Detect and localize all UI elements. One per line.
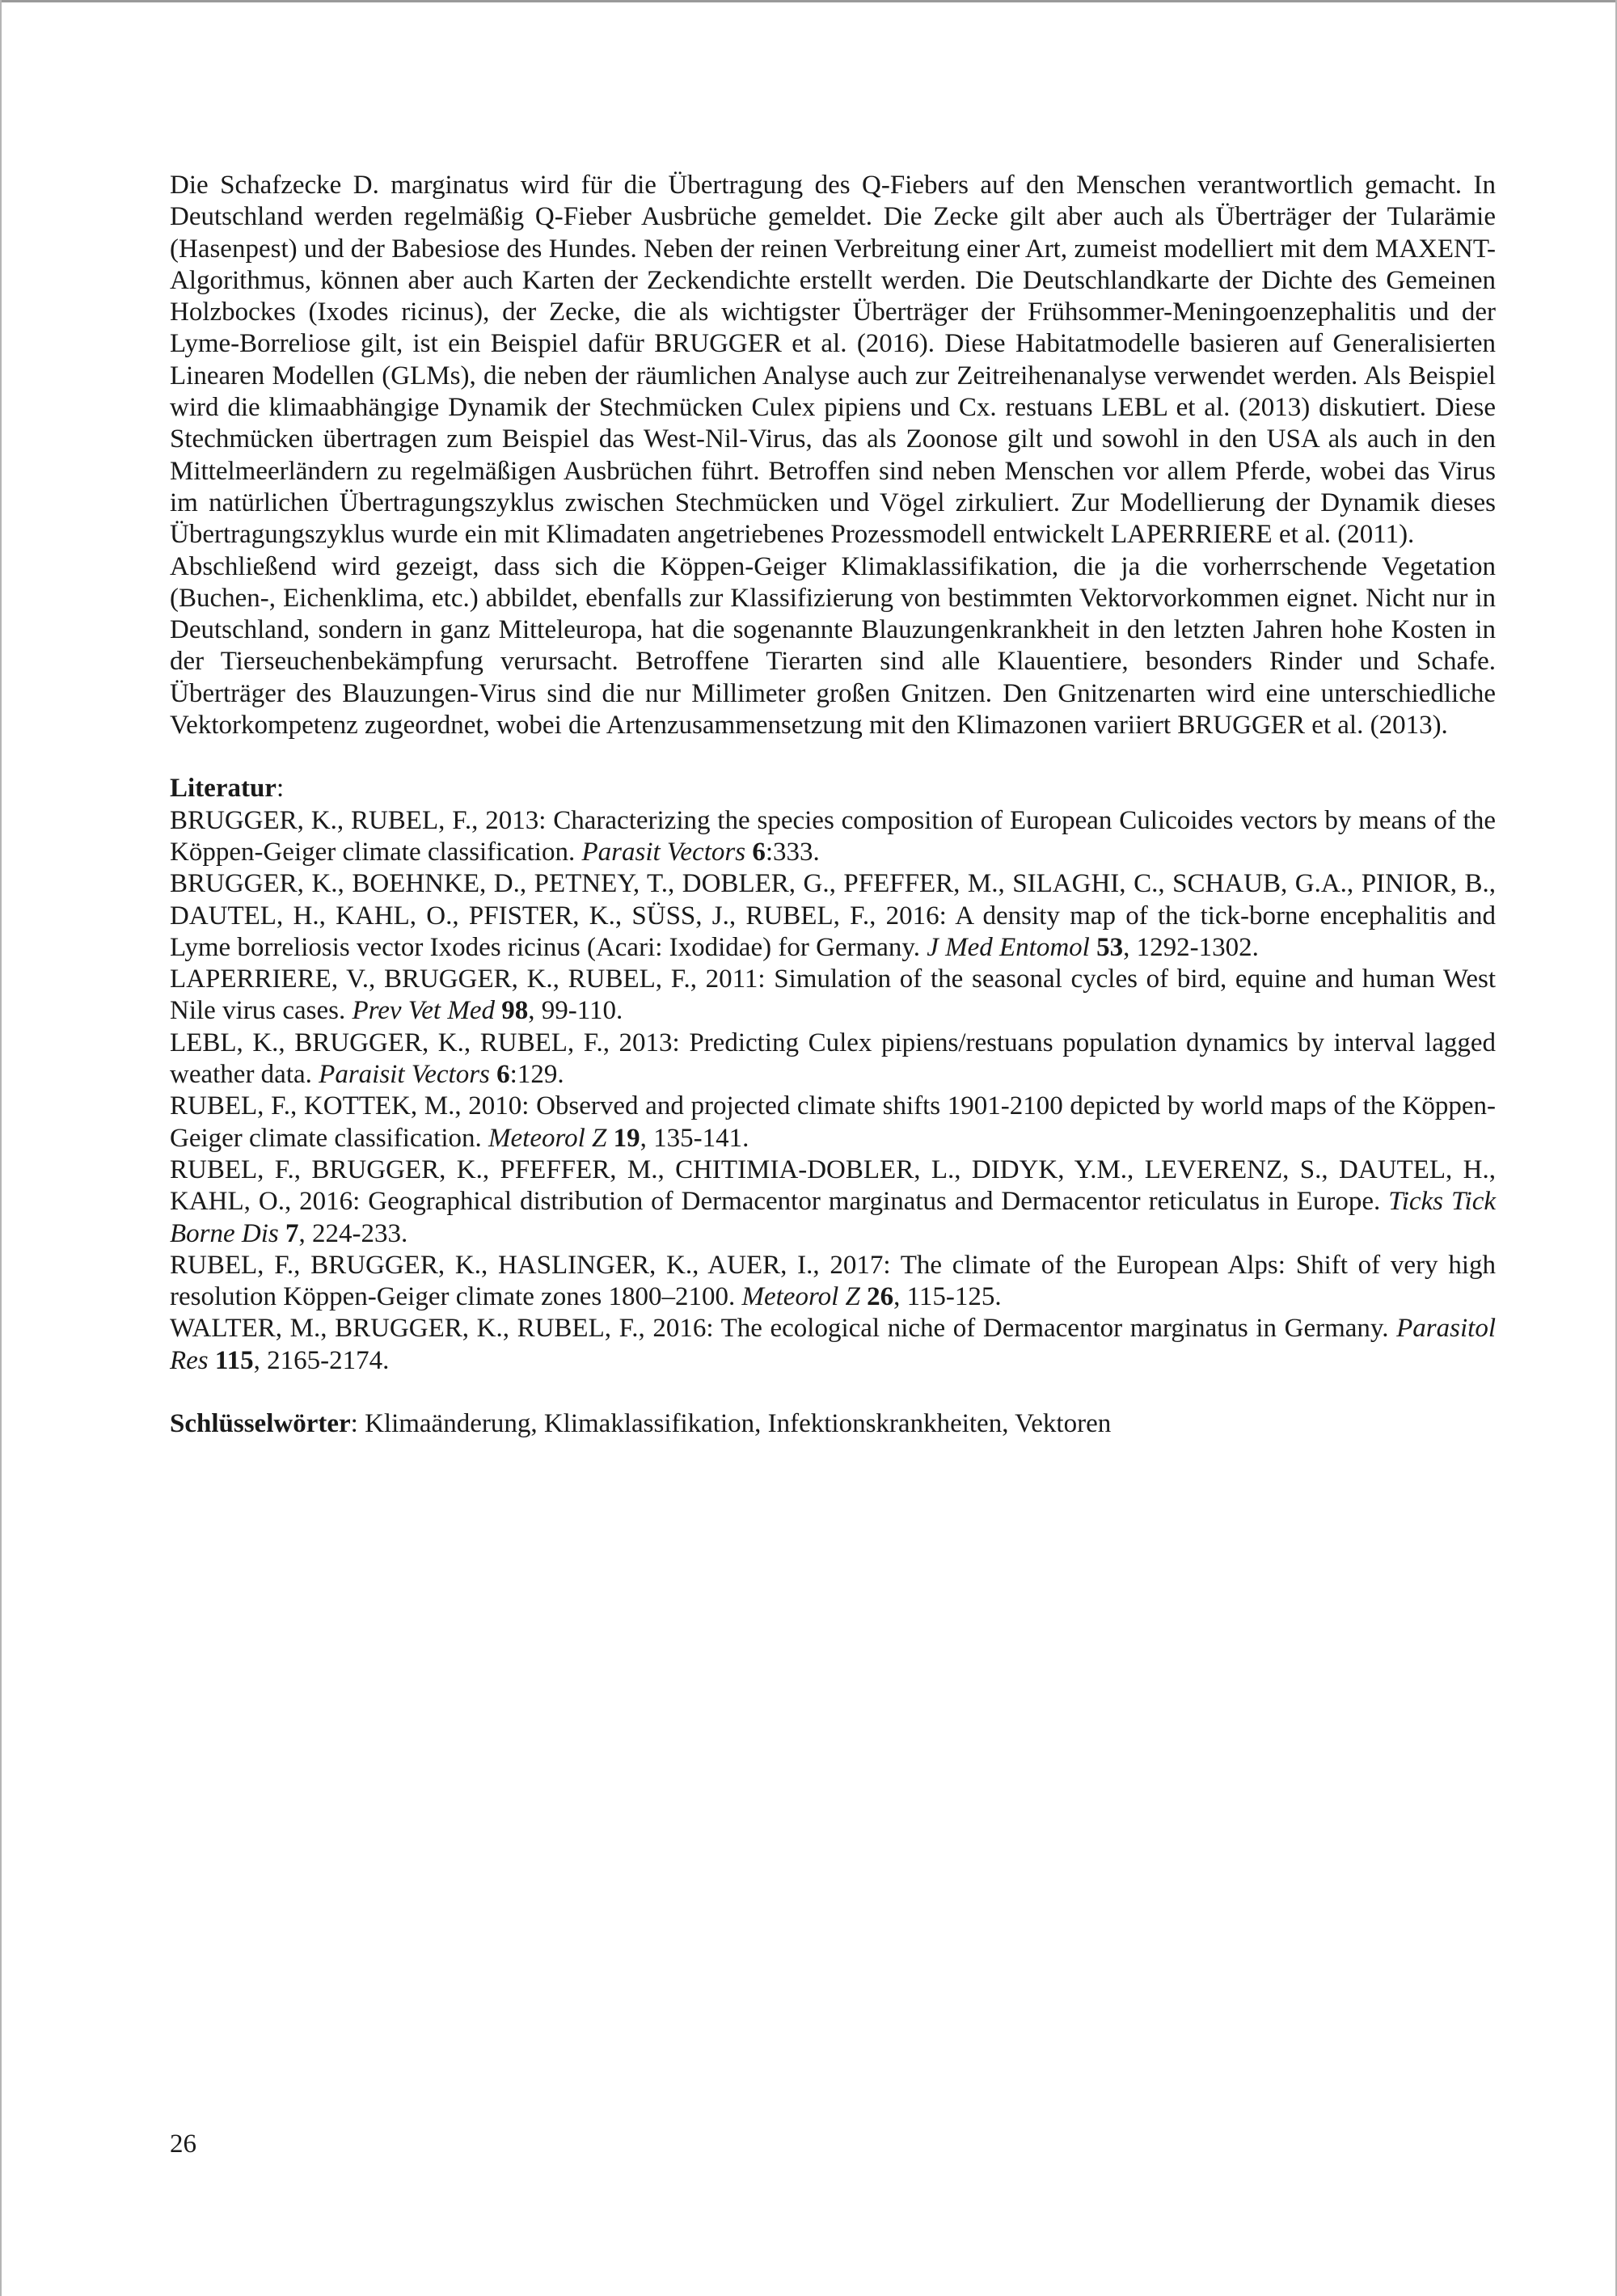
reference-list <box>170 805 1496 1377</box>
reference-entry <box>170 1250 1496 1314</box>
reference-volume: 115 <box>214 1345 254 1375</box>
reference-entry <box>170 1028 1496 1091</box>
reference-pages: :333. <box>765 837 820 867</box>
reference-text: BRUGGER, K., RUBEL, F., 2013: Characterizing the species composition of European Culicoides vectors by means of the Köppen-Geiger climate classification. <box>170 805 1496 867</box>
reference-journal: J Med Entomol <box>927 932 1090 962</box>
literature-heading-colon: : <box>276 774 285 804</box>
reference-pages: , 1292-1302. <box>1123 932 1259 962</box>
reference-pages: , 2165-2174. <box>253 1345 390 1375</box>
reference-entry <box>170 964 1496 1028</box>
keywords-list: Klimaänderung, Klimaklassifikation, Infektionskrankheiten, Vektoren <box>357 1408 1112 1438</box>
reference-journal: Parasit Vectors <box>581 837 746 867</box>
reference-text: RUBEL, F., KOTTEK, M., 2010: Observed and projected climate shifts 1901-2100 depicted by world maps of the Köppen-Geiger climate classification. <box>170 1091 1496 1153</box>
reference-volume: 98 <box>501 996 529 1026</box>
scan-edge-left <box>0 0 2 2296</box>
page-number: 26 <box>170 2129 196 2159</box>
reference-journal: Prev Vet Med <box>352 996 495 1026</box>
body-paragraph-2: Abschließend wird gezeigt, dass sich die Köppen-Geiger Klimaklassifikation, die ja die vorherrschende Vegetation (Buchen-, Eichenklima, etc.) abbildet, ebenfalls zur Klassifizierung von bestimmten Vektorvorkommen eignet. Nicht nur in Deutschland, sondern in ganz Mitteleuropa, hat die sogenannte Blauzungenkrankheit in den letzten Jahren hohe Kosten in der Tierseuchenbekämpfung verursacht. Betroffene Tierarten sind alle Klauentiere, besonders Rinder und Schafe. Überträger des Blauzungen-Virus sind die nur Millimeter großen Gnitzen. Den Gnitzenarten wird eine unterschiedliche Vektorkompetenz zugeordnet, wobei die Artenzusammensetzung mit den Klimazonen variiert BRUGGER et al. (2013). <box>170 551 1496 741</box>
reference-text: RUBEL, F., BRUGGER, K., PFEFFER, M., CHITIMIA-DOBLER, L., DIDYK, Y.M., LEVERENZ, S., DAUTEL, H., KAHL, O., 2016: Geographical distribution of Dermacentor marginatus and Dermacentor reticulatus in Europe. <box>170 1154 1496 1217</box>
reference-entry <box>170 805 1496 869</box>
reference-volume: 6 <box>752 837 766 867</box>
reference-text: LAPERRIERE, V., BRUGGER, K., RUBEL, F., 2011: Simulation of the seasonal cycles of bird, equine and human West Nile virus cases. <box>170 964 1496 1026</box>
reference-volume: 19 <box>613 1123 640 1153</box>
reference-pages: , 224-233. <box>298 1218 408 1248</box>
reference-pages: , 99-110. <box>528 996 623 1026</box>
reference-entry <box>170 1154 1496 1250</box>
keywords-label: Schlüsselwörter <box>170 1408 351 1438</box>
reference-text: WALTER, M., BRUGGER, K., RUBEL, F., 2016: The ecological niche of Dermacentor marginatus in Germany. <box>170 1314 1397 1344</box>
reference-entry <box>170 868 1496 964</box>
reference-text: BRUGGER, K., BOEHNKE, D., PETNEY, T., DOBLER, G., PFEFFER, M., SILAGHI, C., SCHAUB, G.A., PINIOR, B., DAUTEL, H., KAHL, O., PFISTER, K., SÜSS, J., RUBEL, F., 2016: A density map of the tick-borne encephalitis and Lyme borreliosis vector Ixodes ricinus (Acari: Ixodidae) for Germany. <box>170 869 1496 962</box>
reference-journal: Parasitol Res <box>170 1314 1496 1375</box>
literature-heading <box>170 773 1496 804</box>
reference-pages: , 135-141. <box>640 1123 749 1153</box>
reference-entry <box>170 1091 1496 1154</box>
reference-text: RUBEL, F., BRUGGER, K., HASLINGER, K., AUER, I., 2017: The climate of the European Alps: Shift of very high resolution Köppen-Geiger climate zones 1800–2100. <box>170 1250 1496 1312</box>
keywords-colon: : <box>350 1408 358 1438</box>
reference-pages: , 115-125. <box>893 1282 1002 1312</box>
reference-entry <box>170 1313 1496 1377</box>
reference-journal: Meteorol Z <box>488 1123 607 1153</box>
reference-pages: :129. <box>509 1060 564 1090</box>
body-paragraph-1: Die Schafzecke D. marginatus wird für die Übertragung des Q-Fiebers auf den Menschen verantwortlich gemacht. In Deutschland werden regelmäßig Q-Fieber Ausbrüche gemeldet. Die Zecke gilt aber auch als Überträger der Tularämie (Hasenpest) und der Babesiose des Hundes. Neben der reinen Verbreitung einer Art, zumeist modelliert mit dem MAXENT-Algorithmus, können aber auch Karten der Zeckendichte erstellt werden. Die Deutschlandkarte der Dichte des Gemeinen Holzbockes (Ixodes ricinus), der Zecke, die als wichtigster Überträger der Frühsommer-Meningoenzephalitis und der Lyme-Borreliose gilt, ist ein Beispiel dafür BRUGGER et al. (2016). Diese Habitatmodelle basieren auf Generalisierten Linearen Modellen (GLMs), die neben der räumlichen Analyse auch zur Zeitreihenanalyse verwendet werden. Als Beispiel wird die klimaabhängige Dynamik der Stechmücken Culex pipiens und Cx. restuans LEBL et al. (2013) diskutiert. Diese Stechmücken übertragen zum Beispiel das West-Nil-Virus, das als Zoonose gilt und sowohl in den USA als auch in den Mittelmeerländern zu regelmäßigen Ausbrüchen führt. Betroffen sind neben Menschen vor allem Pferde, wobei das Virus im natürlichen Übertragungszyklus zwischen Stechmücken und Vögel zirkuliert. Zur Modellierung der Dynamik dieses Übertragungszyklus wurde ein mit Klimadaten angetriebenes Prozessmodell entwickelt LAPERRIERE et al. (2011). <box>170 171 1496 550</box>
reference-volume: 7 <box>285 1218 299 1248</box>
scan-edge-top <box>0 0 1617 2</box>
keywords-line <box>170 1408 1496 1440</box>
page-content <box>170 170 1496 1440</box>
reference-volume: 6 <box>496 1060 510 1090</box>
reference-journal: Paraisit Vectors <box>319 1060 490 1090</box>
reference-volume: 53 <box>1096 932 1124 962</box>
literature-heading-label: Literatur <box>170 774 277 804</box>
reference-text: LEBL, K., BRUGGER, K., RUBEL, F., 2013: Predicting Culex pipiens/restuans population dynamics by interval lagged weather data. <box>170 1028 1496 1090</box>
reference-volume: 26 <box>867 1282 894 1312</box>
reference-journal: Meteorol Z <box>741 1282 860 1312</box>
reference-journal: Ticks Tick Borne Dis <box>170 1187 1496 1248</box>
